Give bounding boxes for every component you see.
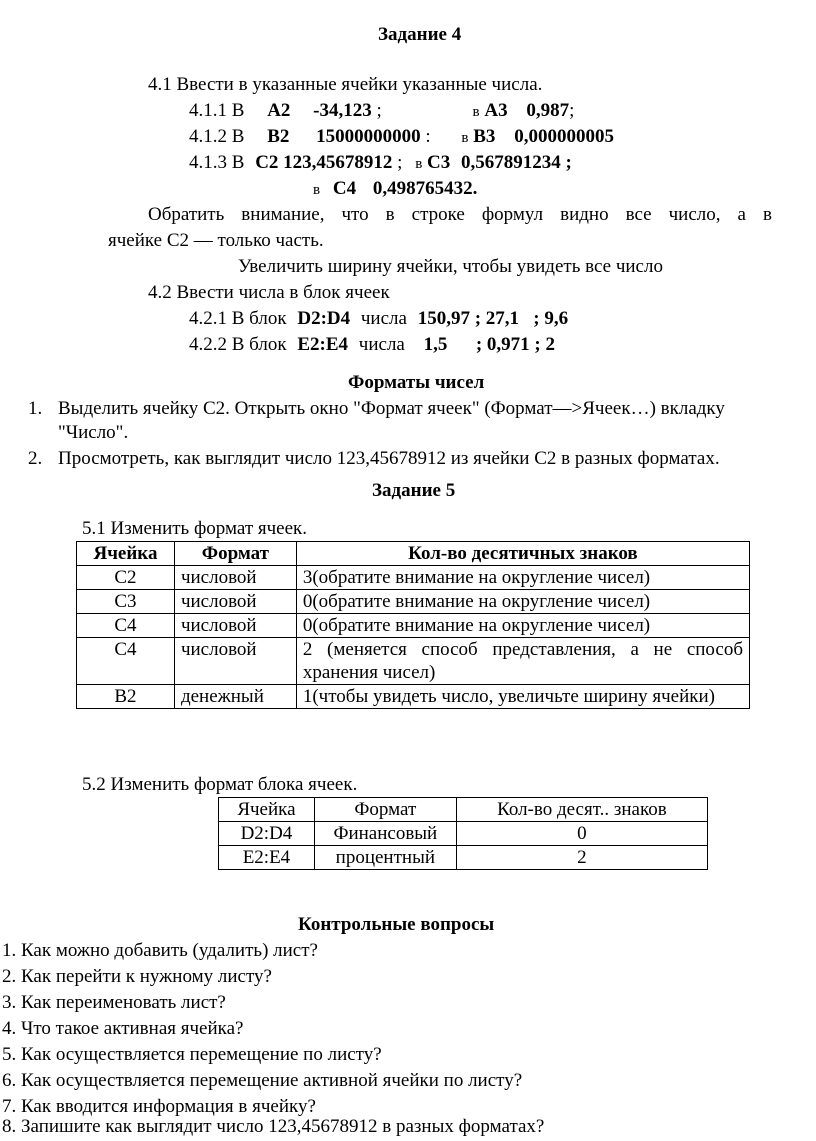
formats-item-1-line2: "Число". <box>58 422 129 443</box>
task4-1-3-row-b <box>313 178 477 201</box>
cell: числовой <box>174 590 296 614</box>
row-prefix: 4.2.1 В блок <box>189 308 287 329</box>
cell: C4 <box>77 614 175 638</box>
cell-value: 15000000000 <box>316 126 421 147</box>
table-row <box>77 638 750 685</box>
header-cell: Ячейка <box>219 798 315 822</box>
cell: денежный <box>174 685 296 709</box>
header-cell: Ячейка <box>77 542 175 566</box>
header-cell: Кол-во десят.. знаков <box>456 798 707 822</box>
block-format-table <box>218 797 708 870</box>
cell: 3(обратите внимание на округление чисел) <box>296 566 749 590</box>
task4-1-3-row <box>189 152 572 175</box>
cell: B2 <box>77 685 175 709</box>
task4-title: Задание 4 <box>378 24 462 45</box>
task4-2-text: 4.2 Ввести числа в блок ячеек <box>148 282 390 303</box>
note-line-2: ячейке С2 — только часть. <box>108 230 324 251</box>
cell: C3 <box>77 590 175 614</box>
row-prefix: 4.1.2 В <box>189 126 245 147</box>
question-item: 1. Как можно добавить (удалить) лист? <box>2 940 318 961</box>
formats-item-2-line1: Просмотреть, как выглядит число 123,45678912 из ячейки С2 в разных форматах. <box>58 448 720 469</box>
block-ref: E2:E4 <box>297 334 349 355</box>
format-table <box>76 541 750 709</box>
cell-value: 123,45678912 <box>283 152 393 173</box>
cell: 1(чтобы увидеть число, увеличьте ширину ячейки) <box>296 685 749 709</box>
task5-1-text: 5.1 Изменить формат ячеек. <box>82 518 308 539</box>
values: 1,5 ; 0,971 ; 2 <box>423 334 556 355</box>
row-prefix: 4.1.1 В <box>189 100 245 121</box>
in-word: в <box>461 130 469 146</box>
cell: C4 <box>77 638 175 685</box>
block-ref: D2:D4 <box>297 308 351 329</box>
header-cell: Формат <box>174 542 296 566</box>
cell-ref: A3 <box>484 100 508 121</box>
table-row <box>77 685 750 709</box>
cell-ref: B3 <box>473 126 496 147</box>
question-item: 3. Как переименовать лист? <box>2 992 226 1013</box>
cell-value: 0,000000005 <box>514 126 614 147</box>
cell: числовой <box>174 638 296 685</box>
mid-word: числа <box>358 334 405 355</box>
formats-item-2-num: 2. <box>28 448 43 469</box>
values: 150,97 ; 27,1 ; 9,6 <box>417 308 569 329</box>
row-prefix: 4.2.2 В блок <box>189 334 287 355</box>
cell: Финансовый <box>314 822 456 846</box>
cell-value: -34,123 <box>313 100 372 121</box>
cell: 0(обратите внимание на округление чисел) <box>296 614 749 638</box>
in-word: в <box>415 156 423 172</box>
task4-1-2-row <box>189 126 614 149</box>
question-item: 8. Запишите как выглядит число 123,45678912 в разных форматах? <box>2 1116 545 1137</box>
cell: C2 <box>77 566 175 590</box>
table-row <box>219 822 708 846</box>
formats-item-1-line1: Выделить ячейку С2. Открыть окно "Формат ячеек" (Формат—>Ячеек…) вкладку <box>58 398 725 419</box>
question-item: 5. Как осуществляется перемещение по листу? <box>2 1044 382 1065</box>
cell-ref: A2 <box>267 100 291 121</box>
cell: 2 (меняется способ представления, а не способ хранения чисел) <box>296 638 749 685</box>
separator: ; <box>397 152 403 173</box>
cell-value: 0,498765432. <box>372 178 478 199</box>
header-cell: Формат <box>314 798 456 822</box>
cell: 0 <box>456 822 707 846</box>
question-item: 6. Как осуществляется перемещение активной ячейки по листу? <box>2 1070 523 1091</box>
table-header-row <box>219 798 708 822</box>
row-prefix: 4.1.3 В <box>189 152 245 173</box>
cell-ref: C4 <box>332 178 357 199</box>
task4-1-1-row <box>189 100 574 123</box>
cell: процентный <box>314 846 456 870</box>
task4-2-2-row <box>189 334 555 356</box>
cell: числовой <box>174 566 296 590</box>
note-line-3: Увеличить ширину ячейки, чтобы увидеть все число <box>238 256 663 277</box>
task4-2-1-row <box>189 308 568 330</box>
formats-item-1-num: 1. <box>28 398 43 419</box>
cell-ref: C3 <box>427 152 451 173</box>
table-row <box>77 566 750 590</box>
question-item: 7. Как вводится информация в ячейку? <box>2 1096 316 1117</box>
in-word: в <box>313 182 321 198</box>
question-item: 2. Как перейти к нужному листу? <box>2 966 272 987</box>
cell: 2 <box>456 846 707 870</box>
formats-title: Форматы чисел <box>348 372 485 393</box>
cell: 0(обратите внимание на округление чисел) <box>296 590 749 614</box>
table-row <box>219 846 708 870</box>
cell: числовой <box>174 614 296 638</box>
separator: ; <box>376 100 382 121</box>
cell-value: 0,987 <box>526 100 570 121</box>
question-item: 4. Что такое активная ячейка? <box>2 1018 244 1039</box>
note-line-1: Обратить внимание, что в строке формул видно все число, а в <box>148 204 772 225</box>
questions-title: Контрольные вопросы <box>298 914 495 935</box>
cell-ref: B2 <box>267 126 290 147</box>
cell: E2:E4 <box>219 846 315 870</box>
table-header-row <box>77 542 750 566</box>
table-row <box>77 590 750 614</box>
separator: : <box>425 126 431 147</box>
cell-value: 0,567891234 ; <box>461 152 572 173</box>
table-row <box>77 614 750 638</box>
cell: D2:D4 <box>219 822 315 846</box>
header-cell: Кол-во десятичных знаков <box>296 542 749 566</box>
mid-word: числа <box>360 308 407 329</box>
in-word: в <box>472 104 480 120</box>
task4-1-text: 4.1 Ввести в указанные ячейки указанные числа. <box>148 74 543 95</box>
cell-ref: C2 <box>255 152 279 173</box>
separator: ; <box>569 100 575 121</box>
task5-2-text: 5.2 Изменить формат блока ячеек. <box>82 774 358 795</box>
task5-title: Задание 5 <box>372 480 456 501</box>
